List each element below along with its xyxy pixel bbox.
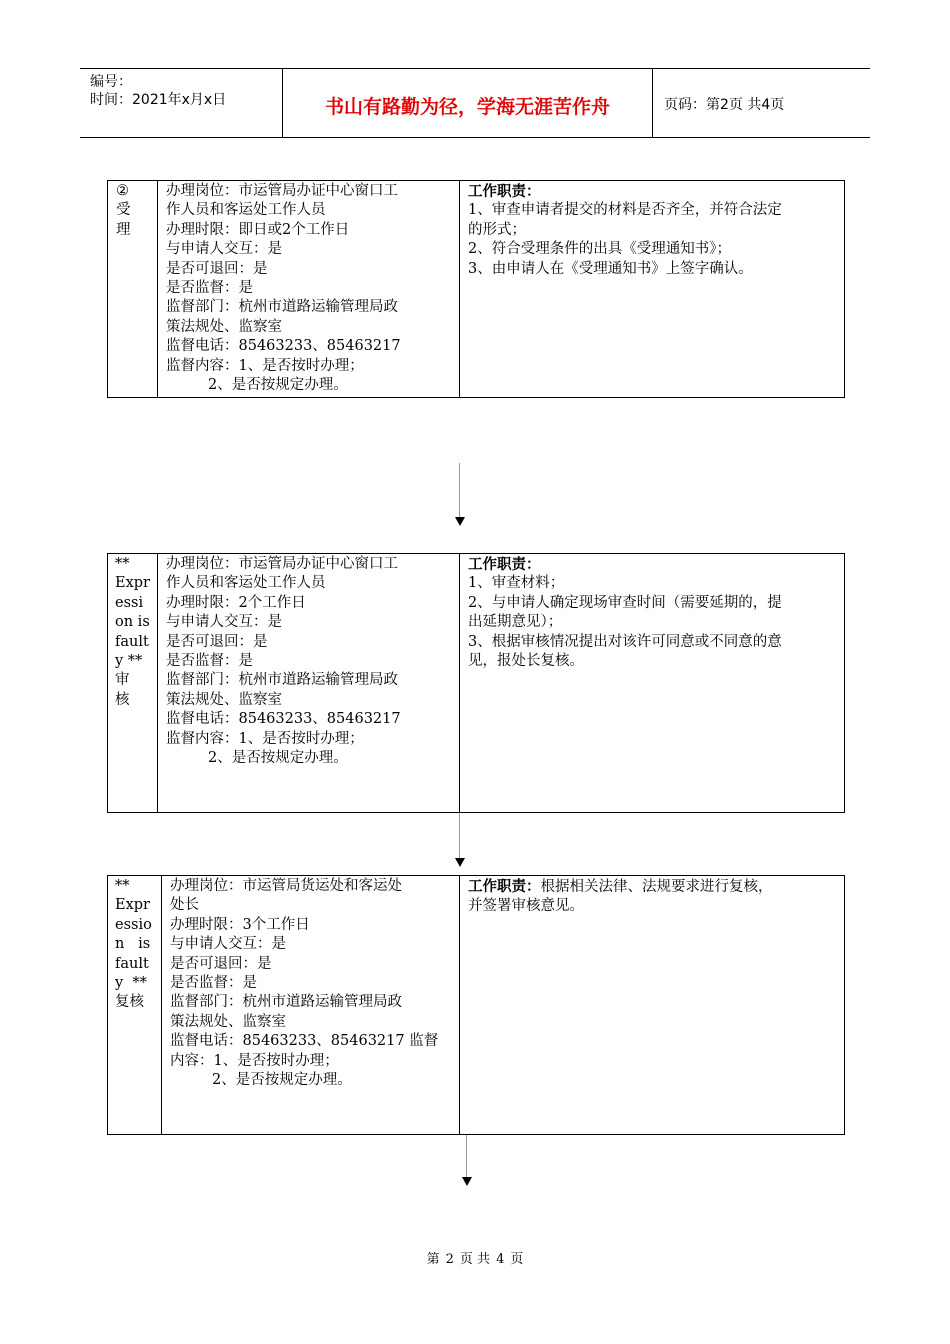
step-title-line: 理 [116, 221, 131, 238]
step-title-line: n is [115, 936, 151, 953]
step-title-line: ② [116, 183, 129, 199]
arrow-stem [459, 813, 460, 859]
step-title-line: y ** [115, 975, 147, 992]
step-duty-cell [460, 554, 844, 812]
step-info-cell [162, 876, 460, 1134]
step-box-accept [107, 180, 845, 398]
duty-title: 工作职责： [468, 878, 541, 895]
footer-current-page: 2 [445, 1252, 454, 1267]
arrow-head-icon [462, 1177, 472, 1186]
flow-arrow-down [455, 463, 465, 529]
info-line: 处长 [170, 897, 199, 914]
step-title-cell [108, 876, 162, 1134]
step-title-cell [108, 554, 158, 812]
duty-line: 3、由申请人在《受理通知书》上签字确认。 [468, 260, 753, 277]
duty-line: 1、审查申请者提交的材料是否齐全，并符合法定 [468, 202, 782, 219]
step-title-line: 审 [115, 672, 130, 689]
step-info-cell [158, 554, 460, 812]
step-title-line: essi [115, 594, 144, 611]
step-box-recheck [107, 875, 845, 1135]
step-duty-cell [460, 876, 844, 1134]
info-line: 监督电话：85463233、85463217 [166, 711, 401, 728]
step-title-cell [108, 181, 158, 397]
info-line: 作人员和客运处工作人员 [166, 575, 326, 592]
header-page-number: 页码：第2页 共4页 [664, 97, 785, 113]
duty-line: 的形式； [468, 221, 526, 238]
step-title-line: fault [115, 633, 149, 650]
info-line: 是否监督：是 [166, 653, 253, 670]
step-title-line: essio [115, 916, 152, 933]
step-title-line: fault [115, 955, 149, 972]
arrow-head-icon [455, 517, 465, 526]
info-line: 是否监督：是 [166, 280, 253, 297]
step-title-line: ** [115, 878, 130, 894]
step-title-line: 复核 [115, 994, 144, 1011]
duty-line: 2、与申请人确定现场审查时间（需要延期的，提 [468, 594, 782, 611]
footer-total-pages: 4 [496, 1252, 505, 1267]
step-duty-cell [460, 181, 844, 397]
document-header [80, 68, 870, 138]
time-label: 时间：2021年x月x日 [90, 92, 227, 108]
duty-first-line [468, 877, 838, 897]
step-title-line: y ** [115, 653, 143, 670]
footer-mid: 页 共 [459, 1252, 491, 1267]
footer-prefix: 第 [426, 1252, 440, 1267]
number-label: 编号： [90, 74, 132, 90]
info-line: 监督部门：杭州市道路运输管理局政 [170, 994, 402, 1011]
arrow-stem [459, 463, 460, 518]
info-line: 策法规处、监察室 [166, 318, 282, 335]
step-info-cell [158, 181, 460, 397]
info-line: 办理岗位：市运管局办证中心窗口工 [166, 556, 398, 572]
info-line: 办理岗位：市运管局办证中心窗口工 [166, 183, 398, 199]
info-line: 监督部门：杭州市道路运输管理局政 [166, 672, 398, 689]
info-line: 2、是否按规定办理。 [208, 377, 348, 394]
step-box-review [107, 553, 845, 813]
info-line: 2、是否按规定办理。 [212, 1072, 352, 1089]
info-line: 监督电话：85463233、85463217 监督 [170, 1033, 439, 1050]
arrow-stem [466, 1135, 467, 1178]
header-meta [80, 69, 283, 137]
info-line: 监督电话：85463233、85463217 [166, 338, 401, 355]
duty-line: 3、根据审核情况提出对该许可同意或不同意的意 [468, 633, 782, 650]
duty-title: 工作职责： [468, 183, 541, 200]
info-line: 是否可退回：是 [166, 633, 268, 650]
info-line: 办理时限：即日或2个工作日 [166, 221, 350, 238]
info-line: 2、是否按规定办理。 [208, 750, 348, 767]
step-title-line: 核 [115, 691, 130, 708]
flow-arrow-down [462, 1135, 472, 1188]
info-line: 策法规处、监察室 [166, 691, 282, 708]
duty-title: 工作职责： [468, 556, 541, 573]
info-line: 是否可退回：是 [170, 955, 272, 972]
info-line: 办理岗位：市运管局货运处和客运处 [170, 878, 402, 894]
info-line: 监督内容：1、是否按时办理； [166, 730, 364, 747]
step-title-line: on is [115, 614, 150, 631]
flow-arrow-down [455, 813, 465, 869]
info-line: 办理时限：3个工作日 [170, 916, 310, 933]
step-title-line: Expr [115, 575, 150, 592]
info-line: 是否监督：是 [170, 975, 257, 992]
duty-text: 根据相关法律、法规要求进行复核， [540, 879, 773, 895]
info-line: 与申请人交互：是 [166, 614, 282, 631]
info-line: 办理时限：2个工作日 [166, 594, 306, 611]
info-line: 监督内容：1、是否按时办理； [166, 357, 364, 374]
footer-suffix: 页 [510, 1252, 524, 1267]
info-line: 与申请人交互：是 [170, 936, 286, 953]
info-line: 作人员和客运处工作人员 [166, 202, 326, 219]
duty-line: 1、审查材料； [468, 575, 565, 592]
arrow-head-icon [455, 858, 465, 867]
duty-line: 2、符合受理条件的出具《受理通知书》； [468, 241, 731, 258]
page-footer [0, 1248, 950, 1267]
info-line: 内容：1、是否按时办理； [170, 1052, 339, 1069]
duty-line: 见，报处长复核。 [468, 653, 584, 670]
info-line: 是否可退回：是 [166, 260, 268, 277]
step-title-line: 受 [116, 202, 131, 219]
header-motto: 书山有路勤为径，学海无涯苦作舟 [283, 69, 653, 137]
step-title-line: Expr [115, 897, 150, 914]
info-line: 监督部门：杭州市道路运输管理局政 [166, 299, 398, 316]
duty-line: 出延期意见）； [468, 614, 563, 631]
step-title-line: ** [115, 556, 130, 572]
info-line: 策法规处、监察室 [170, 1013, 286, 1030]
duty-line: 并签署审核意见。 [468, 898, 584, 915]
info-line: 与申请人交互：是 [166, 241, 282, 258]
